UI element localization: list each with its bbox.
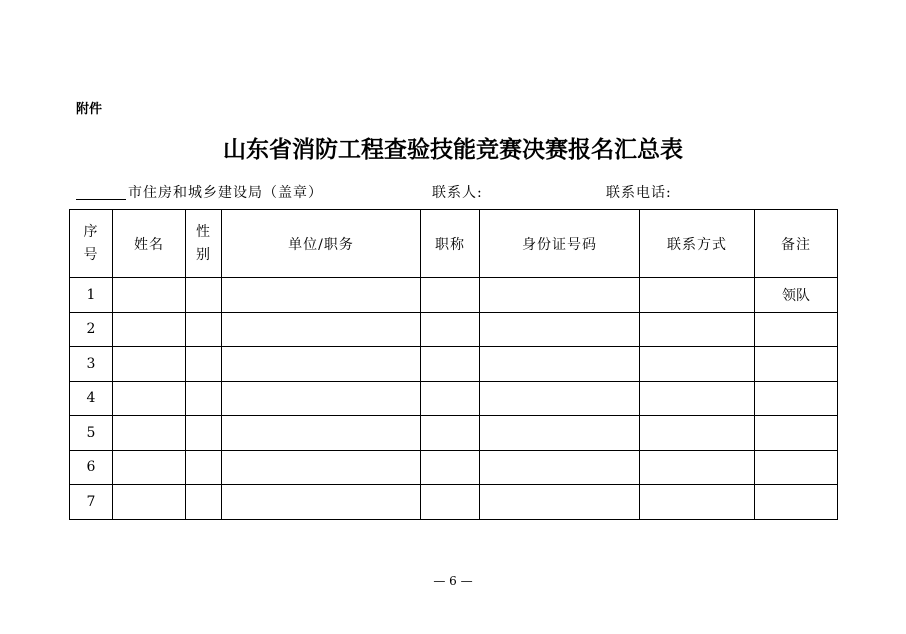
cell-id-number xyxy=(480,416,640,451)
cell-serial-number: 1 xyxy=(70,278,113,313)
table-row xyxy=(70,416,838,451)
cell-id-number xyxy=(480,312,640,347)
cell-name xyxy=(113,416,186,451)
contact-person-label: 联系人: xyxy=(432,185,483,201)
cell-serial-number: 7 xyxy=(70,485,113,520)
page-number: — 6 — xyxy=(433,574,473,588)
cell-gender xyxy=(186,312,222,347)
cell-id-number xyxy=(480,381,640,416)
cell-title xyxy=(421,450,480,485)
cell-contact xyxy=(640,450,755,485)
cell-unit-position xyxy=(222,381,421,416)
cell-name xyxy=(113,278,186,313)
header-unit-position: 单位/职务 xyxy=(222,210,421,278)
table-row xyxy=(70,312,838,347)
table-row xyxy=(70,347,838,382)
header-serial-number: 序号 xyxy=(70,210,113,278)
cell-title xyxy=(421,312,480,347)
registration-table xyxy=(69,209,838,520)
cell-id-number xyxy=(480,450,640,485)
cell-serial-number: 6 xyxy=(70,450,113,485)
cell-gender xyxy=(186,381,222,416)
cell-unit-position xyxy=(222,347,421,382)
contact-phone-label: 联系电话: xyxy=(606,185,672,201)
table-row xyxy=(70,381,838,416)
header-contact: 联系方式 xyxy=(640,210,755,278)
cell-remark xyxy=(755,347,838,382)
cell-name xyxy=(113,347,186,382)
cell-name xyxy=(113,381,186,416)
attachment-label: 附件 xyxy=(76,102,103,117)
cell-gender xyxy=(186,347,222,382)
cell-unit-position xyxy=(222,485,421,520)
cell-unit-position xyxy=(222,278,421,313)
cell-serial-number: 2 xyxy=(70,312,113,347)
cell-id-number xyxy=(480,485,640,520)
cell-remark xyxy=(755,416,838,451)
table-row xyxy=(70,278,838,313)
cell-id-number xyxy=(480,347,640,382)
cell-name xyxy=(113,450,186,485)
header-title: 职称 xyxy=(421,210,480,278)
cell-remark: 领队 xyxy=(755,278,838,313)
cell-remark xyxy=(755,312,838,347)
cell-gender xyxy=(186,485,222,520)
cell-remark xyxy=(755,450,838,485)
header-remark: 备注 xyxy=(755,210,838,278)
cell-unit-position xyxy=(222,312,421,347)
cell-title xyxy=(421,416,480,451)
cell-serial-number: 5 xyxy=(70,416,113,451)
city-label: 市住房和城乡建设局（盖章） xyxy=(128,185,323,201)
cell-contact xyxy=(640,416,755,451)
cell-unit-position xyxy=(222,416,421,451)
table-header-row xyxy=(70,210,838,278)
cell-name xyxy=(113,485,186,520)
cell-gender xyxy=(186,278,222,313)
cell-contact xyxy=(640,485,755,520)
cell-contact xyxy=(640,347,755,382)
cell-remark xyxy=(755,381,838,416)
cell-gender xyxy=(186,450,222,485)
cell-contact xyxy=(640,278,755,313)
cell-serial-number: 3 xyxy=(70,347,113,382)
cell-id-number xyxy=(480,278,640,313)
cell-unit-position xyxy=(222,450,421,485)
cell-name xyxy=(113,312,186,347)
header-id-number: 身份证号码 xyxy=(480,210,640,278)
cell-title xyxy=(421,347,480,382)
cell-title xyxy=(421,485,480,520)
table-row xyxy=(70,450,838,485)
city-blank-underline xyxy=(76,199,126,200)
header-name: 姓名 xyxy=(113,210,186,278)
info-line xyxy=(76,182,836,204)
document-title: 山东省消防工程查验技能竞赛决赛报名汇总表 xyxy=(223,137,683,163)
header-gender: 性别 xyxy=(186,210,222,278)
cell-serial-number: 4 xyxy=(70,381,113,416)
cell-gender xyxy=(186,416,222,451)
cell-title xyxy=(421,278,480,313)
cell-contact xyxy=(640,381,755,416)
cell-remark xyxy=(755,485,838,520)
table-row xyxy=(70,485,838,520)
cell-title xyxy=(421,381,480,416)
cell-contact xyxy=(640,312,755,347)
